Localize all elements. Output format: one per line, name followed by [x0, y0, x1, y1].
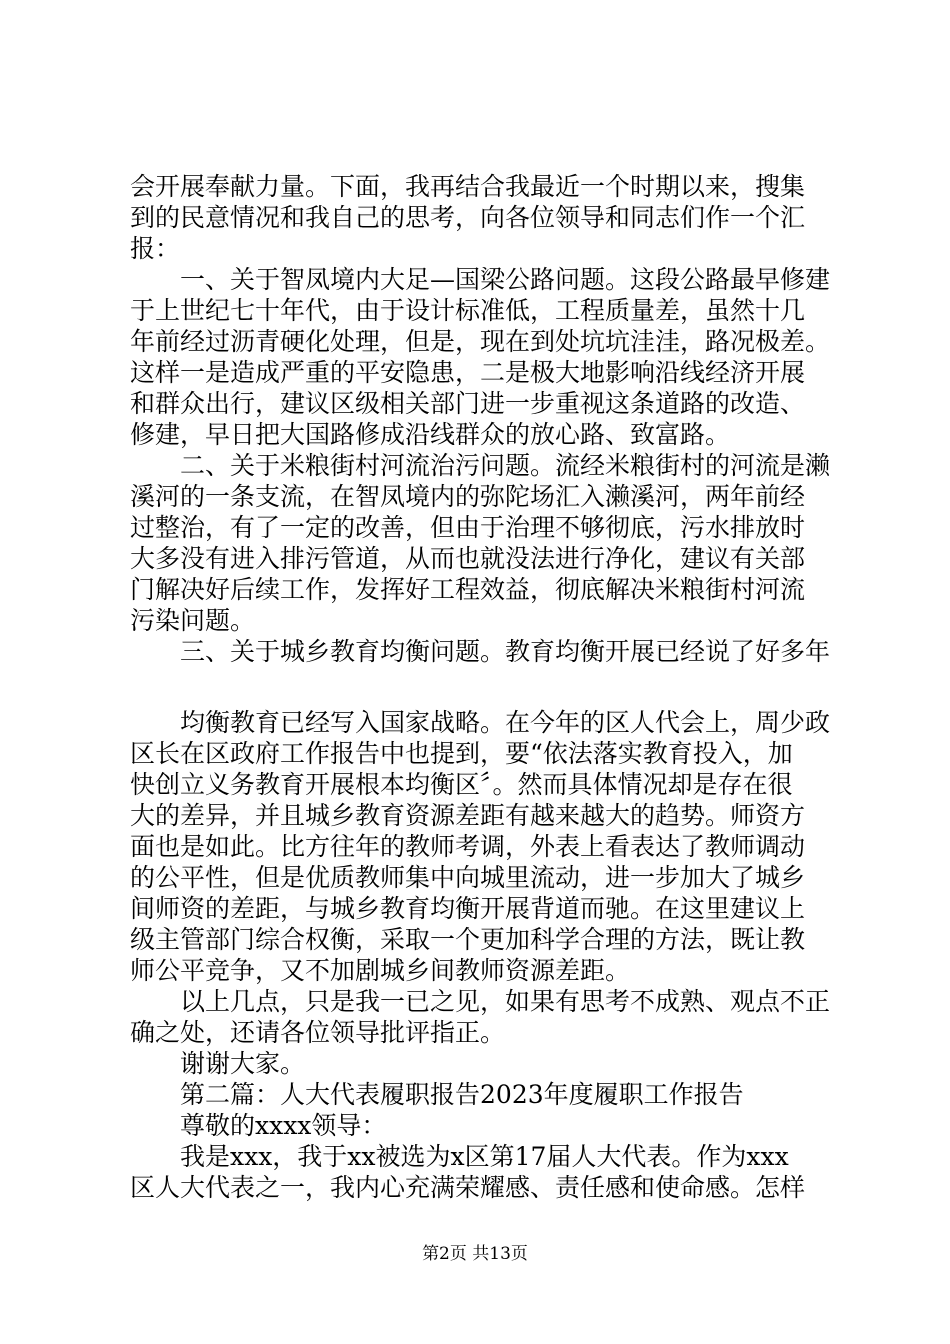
- text-line: 三、关于城乡教育均衡问题。教育均衡开展已经说了好多年: [180, 637, 831, 666]
- salutation: 尊敬的xxxx领导：: [180, 1111, 387, 1140]
- text-line: 均衡教育已经写入国家战略。在今年的区人代会上，周少政: [180, 708, 831, 737]
- text-line: 谢谢大家。: [180, 1049, 306, 1078]
- text-line: 我是xxx，我于xx被选为x区第17届人大代表。作为xxx: [180, 1142, 789, 1171]
- text-line: 大的差异，并且城乡教育资源差距有越来越大的趋势。师资方: [130, 801, 806, 830]
- text-line: 大多没有进入排污管道，从而也就没法进行净化，建议有关部: [130, 544, 806, 573]
- section-heading: 第二篇：人大代表履职报告2023年度履职工作报告: [180, 1080, 744, 1109]
- text-line: 间师资的差距，与城乡教育均衡开展背道而驰。在这里建议上: [130, 894, 806, 923]
- text-line: 二、关于米粮街村河流治污问题。流经米粮街村的河流是濑: [180, 451, 831, 480]
- paragraph-block-2: [130, 707, 830, 1203]
- text-line: 于上世纪七十年代，由于设计标准低，工程质量差，虽然十几: [130, 296, 806, 325]
- text-line: 过整治，有了一定的改善，但由于治理不够彻底，污水排放时: [130, 513, 806, 542]
- text-line: 这样一是造成严重的平安隐患，二是极大地影响沿线经济开展: [130, 358, 806, 387]
- text-line: 的公平性，但是优质教师集中向城里流动，进一步加大了城乡: [130, 863, 806, 892]
- text-line: 以上几点，只是我一已之见，如果有思考不成熟、观点不正: [180, 987, 831, 1016]
- text-line: 区长在区政府工作报告中也提到，要“依法落实教育投入，加: [130, 739, 793, 768]
- text-line: 污染问题。: [130, 606, 256, 635]
- section-gap: [130, 667, 830, 707]
- document-body: [130, 171, 830, 1203]
- text-line: 会开展奉献力量。下面，我再结合我最近一个时期以来，搜集: [130, 172, 806, 201]
- text-line: 级主管部门综合权衡，采取一个更加科学合理的方法，既让教: [130, 925, 806, 954]
- text-line: 年前经过沥青硬化处理，但是，现在到处坑坑洼洼，路况极差。: [130, 327, 831, 356]
- text-line: 修建，早日把大国路修成沿线群众的放心路、致富路。: [130, 420, 731, 449]
- text-line: 门解决好后续工作，发挥好工程效益，彻底解决米粮街村河流: [130, 575, 806, 604]
- text-line: 报：: [130, 234, 181, 263]
- text-line: 快创立义务教育开展根本均衡区〞。然而具体情况却是存在很: [130, 770, 793, 799]
- text-line: 区人大代表之一，我内心充满荣耀感、责任感和使命感。怎样: [130, 1173, 806, 1202]
- text-line: 确之处，还请各位领导批评指正。: [130, 1018, 506, 1047]
- paragraph-block-1: [130, 171, 830, 667]
- text-line: 一、关于智凤境内大足—国梁公路问题。这段公路最早修建: [180, 265, 831, 294]
- page-footer: 第2页 共13页: [422, 1244, 528, 1264]
- text-line: 和群众出行，建议区级相关部门进一步重视这条道路的改造、: [130, 389, 806, 418]
- text-line: 面也是如此。比方往年的教师考调，外表上看表达了教师调动: [130, 832, 806, 861]
- text-line: 到的民意情况和我自己的思考，向各位领导和同志们作一个汇: [130, 203, 806, 232]
- text-line: 溪河的一条支流，在智凤境内的弥陀场汇入濑溪河，两年前经: [130, 482, 806, 511]
- text-line: 师公平竞争，又不加剧城乡间教师资源差距。: [130, 956, 631, 985]
